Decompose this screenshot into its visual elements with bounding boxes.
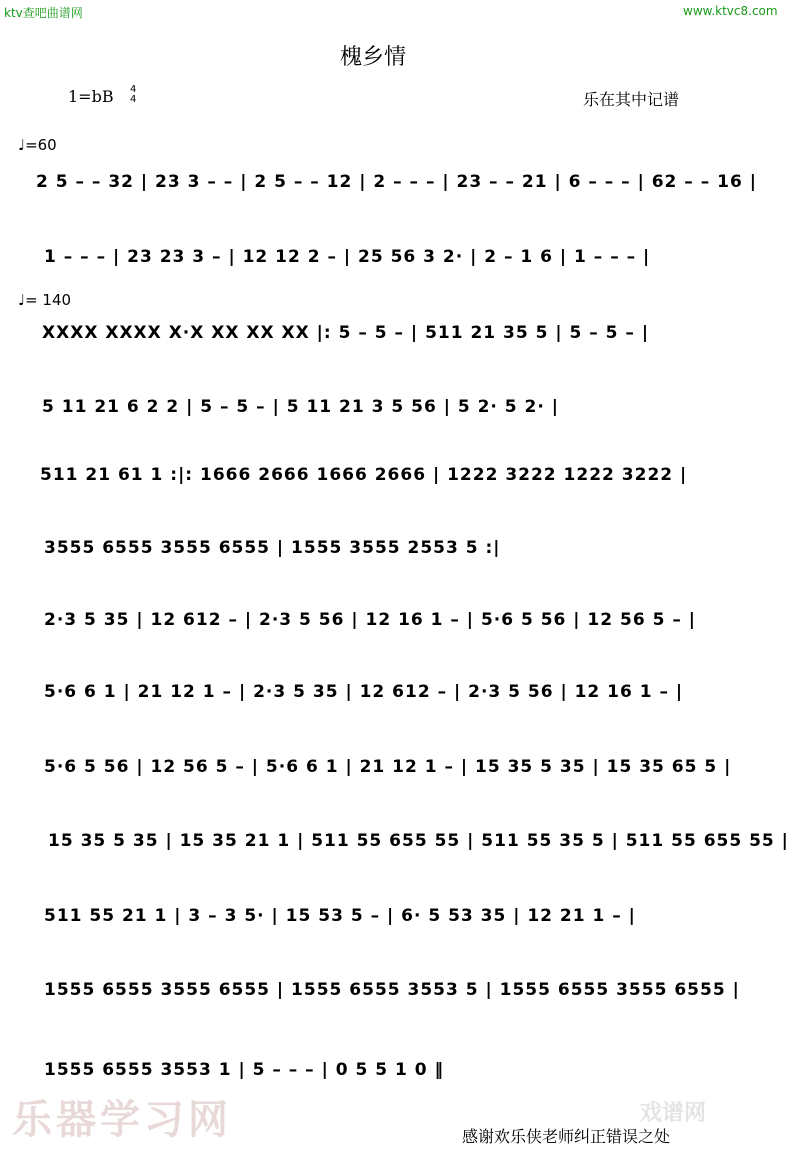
time-signature-top: 4 bbox=[130, 84, 137, 95]
time-signature-bottom: 4 bbox=[130, 94, 137, 105]
score-line-9: 5·6 5 56 | 12 56 5 – | 5·6 6 1 | 21 12 1 – | 15 35 5 35 | 15 35 65 5 | bbox=[44, 757, 732, 777]
site-name-left: ktv查吧曲谱网 bbox=[4, 6, 83, 20]
score-line-1: 2 5 – – 32 | 23 3 – – | 2 5 – – 12 | 2 – – – | 23 – – 21 | 6 – – – | 62 – – 16 | bbox=[36, 172, 757, 192]
beam-row-1 bbox=[36, 194, 736, 196]
score-line-7: 2·3 5 35 | 12 612 – | 2·3 5 56 | 12 16 1 – | 5·6 5 56 | 12 56 5 – | bbox=[44, 610, 696, 630]
watermark-left: 乐器学习网 bbox=[12, 1097, 232, 1143]
score-line-3: XXXX XXXX X·X XX XX XX |: 5 – 5 – | 511 21 35 5 | 5 – 5 – | bbox=[42, 323, 650, 343]
score-line-13: 1555 6555 3553 1 | 5 – – – | 0 5 5 1 0 ‖ bbox=[44, 1060, 444, 1080]
score-line-6: 3555 6555 3555 6555 | 1555 3555 2553 5 :| bbox=[44, 538, 501, 558]
key-signature: 1=bB bbox=[68, 87, 114, 106]
tempo-marking-1: ♩=60 bbox=[18, 136, 57, 154]
score-line-4: 5 11 21 6 2 2 | 5 – 5 – | 5 11 21 3 5 56 | 5 2· 5 2· | bbox=[42, 397, 559, 417]
site-url-right: www.ktvc8.com bbox=[683, 4, 778, 18]
score-line-8: 5·6 6 1 | 21 12 1 – | 2·3 5 35 | 12 612 – | 2·3 5 56 | 12 16 1 – | bbox=[44, 682, 684, 702]
score-line-5: 511 21 61 1 :|: 1666 2666 1666 2666 | 1222 3222 1222 3222 | bbox=[40, 465, 688, 485]
time-signature bbox=[130, 85, 136, 105]
transcriber: 乐在其中记谱 bbox=[583, 90, 680, 109]
song-title: 槐乡情 bbox=[340, 45, 407, 70]
score-line-12: 1555 6555 3555 6555 | 1555 6555 3553 5 | 1555 6555 3555 6555 | bbox=[44, 980, 740, 1000]
tempo-marking-2: ♩= 140 bbox=[18, 291, 72, 309]
score-line-10: 15 35 5 35 | 15 35 21 1 | 511 55 655 55 | 511 55 35 5 | 511 55 655 55 | bbox=[48, 831, 789, 851]
watermark-right: 戏谱网 bbox=[640, 1101, 707, 1126]
credit-note: 感谢欢乐侠老师纠正错误之处 bbox=[462, 1127, 671, 1146]
score-line-11: 511 55 21 1 | 3 – 3 5· | 15 53 5 – | 6· 5 53 35 | 12 21 1 – | bbox=[44, 906, 636, 926]
score-line-2: 1 – – – | 23 23 3 – | 12 12 2 – | 25 56 3 2· | 2 – 1 6 | 1 – – – | bbox=[44, 247, 651, 267]
